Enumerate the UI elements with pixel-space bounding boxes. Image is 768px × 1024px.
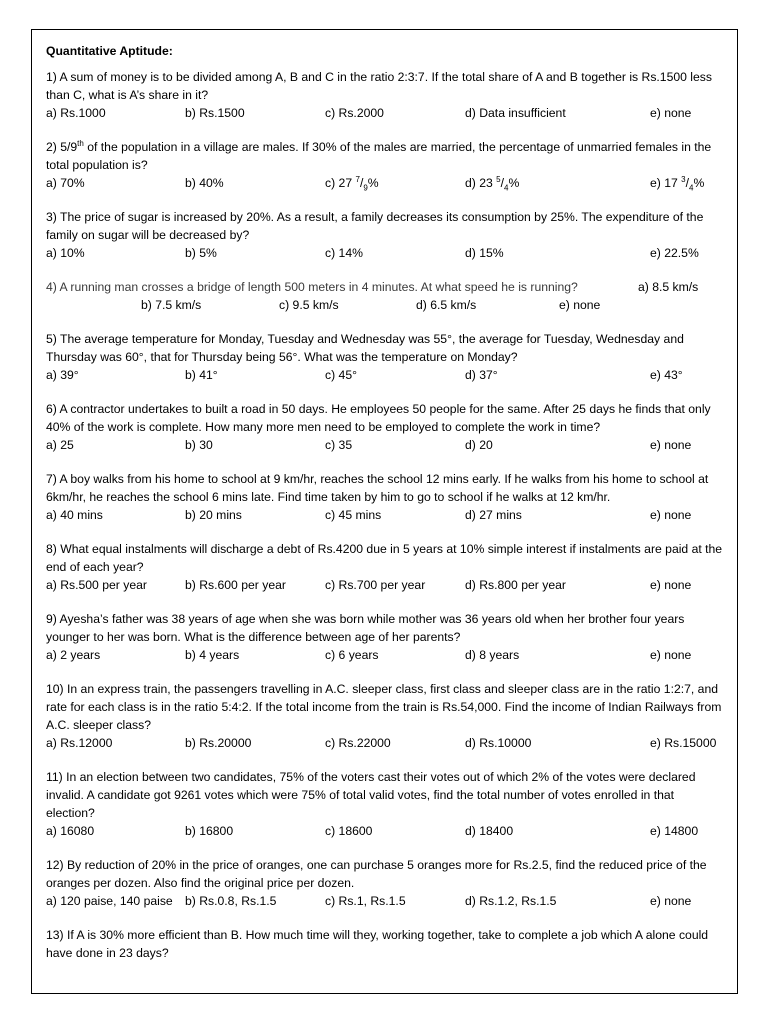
option-d: d) 23 $^5/_4\%$ [465, 175, 520, 193]
question-stem: 10) In an express train, the passengers travelling in A.C. sleeper class, first class and sleeper class are in the ratio 1:2:7, and rate for each class is in the ratio 5:4:2. If the total income from the train is Rs.54,000. Find the income of Indian Railways from A.C. sleeper class? [46, 682, 722, 732]
question-stem: 12) By reduction of 20% in the price of oranges, one can purchase 5 oranges more for Rs.2.5, find the reduced price of the oranges per dozen. Also find the original price per dozen. [46, 858, 707, 890]
question-3 [46, 208, 726, 262]
option-e: e) Rs.15000 [650, 736, 717, 750]
question-13 [46, 926, 726, 962]
option-b: b) Rs.0.8, Rs.1.5 [185, 894, 277, 908]
question-stem: 1) A sum of money is to be divided among A, B and C in the ratio 2:3:7. If the total share of A and B together is Rs.1500 less than C, what is A’s share in it? [46, 70, 712, 102]
option-c: c) 45 mins [325, 508, 382, 522]
option-d: d) 20 [465, 438, 493, 452]
question-stem: 11) In an election between two candidates, 75% of the voters cast their votes out of which 2% of the votes were declared invalid. A candidate got 9261 votes which were 75% of total valid votes, find the total number of votes enrolled in that election? [46, 770, 696, 820]
option-b: b) 5% [185, 246, 217, 260]
option-a: a) 16080 [46, 824, 95, 838]
question-stem: 9) Ayesha’s father was 38 years of age when she was born while mother was 36 years old when her brother four years younger to her was born. What is the difference between age of her parents? [46, 612, 685, 644]
question-10 [46, 680, 726, 752]
option-a: a) 2 years [46, 648, 101, 662]
option-b: b) Rs.600 per year [185, 578, 286, 592]
option-b: b) 30 [185, 438, 213, 452]
option-b: b) Rs.20000 [185, 736, 252, 750]
option-a: a) Rs.12000 [46, 736, 113, 750]
options-row [46, 366, 726, 384]
option-d: d) 27 mins [465, 508, 522, 522]
option-d: d) 18400 [465, 824, 514, 838]
question-stem [46, 138, 726, 174]
options-row [46, 436, 726, 454]
option-e: e) 17 $^3/_4\%$ [650, 175, 705, 193]
options-row [46, 892, 726, 910]
question-4-line [46, 278, 726, 296]
question-stem: 6) A contractor undertakes to built a road in 50 days. He employees 50 people for the same. After 25 days he finds that only 40% of the work is complete. How many more men need to be employed to complete the work in time? [46, 402, 711, 434]
option-c: c) Rs.22000 [325, 736, 391, 750]
option-c: c) Rs.700 per year [325, 578, 426, 592]
option-e: e) none [559, 298, 601, 312]
options-row [46, 296, 726, 314]
question-2 [46, 138, 726, 192]
option-e: e) 43° [650, 368, 683, 382]
option-a: a) Rs.1000 [46, 106, 106, 120]
option-b: b) 40% [185, 176, 224, 190]
option-d: d) Data insufficient [465, 106, 566, 120]
option-e: e) 22.5% [650, 246, 699, 260]
option-e: e) none [650, 438, 692, 452]
options-row [46, 506, 726, 524]
options-row [46, 822, 726, 840]
option-c: c) 14% [325, 246, 363, 260]
worksheet [46, 42, 726, 978]
option-a: a) 39° [46, 368, 79, 382]
options-row [46, 734, 726, 752]
option-d: d) 37° [465, 368, 498, 382]
option-c: c) Rs.1, Rs.1.5 [325, 894, 406, 908]
option-d: d) Rs.800 per year [465, 578, 566, 592]
question-stem: 8) What equal instalments will discharge a debt of Rs.4200 due in 5 years at 10% simple interest if instalments are paid at the end of each year? [46, 542, 723, 574]
question-stem: 7) A boy walks from his home to school at 9 km/hr, reaches the school 12 mins early. If he walks from his home to school at 6km/hr, he reaches the school 6 mins late. Find time taken by him to go to school if he walks at 12 km/hr. [46, 472, 709, 504]
question-stem: 5) The average temperature for Monday, Tuesday and Wednesday was 55°, the average for Tuesday, Wednesday and Thursday was 60°, that for Thursday being 56°. What was the temperature on Monday? [46, 332, 684, 364]
option-c: c) 45° [325, 368, 357, 382]
question-12 [46, 856, 726, 910]
option-e: e) none [650, 106, 692, 120]
question-7 [46, 470, 726, 524]
question-stem-text: 2) 5/9th of the population in a village are males. If 30% of the males are married, the percentage of unmarried females in the total population is? [46, 139, 712, 172]
option-d: d) Rs.10000 [465, 736, 532, 750]
option-a: a) 120 paise, 140 paise [46, 894, 173, 908]
question-stem: 4) A running man crosses a bridge of length 500 meters in 4 minutes. At what speed he is running? [46, 280, 578, 294]
option-e: e) none [650, 648, 692, 662]
question-9 [46, 610, 726, 664]
option-e: e) 14800 [650, 824, 699, 838]
option-c: c) 35 [325, 438, 353, 452]
option-b: b) 41° [185, 368, 218, 382]
option-b: b) 16800 [185, 824, 234, 838]
option-b: b) 7.5 km/s [141, 298, 202, 312]
option-e: e) none [650, 508, 692, 522]
question-6 [46, 400, 726, 454]
question-8 [46, 540, 726, 594]
option-a: a) 70% [46, 176, 85, 190]
option-a: a) 40 mins [46, 508, 103, 522]
question-stem: 3) The price of sugar is increased by 20%. As a result, a family decreases its consumption by 25%. The expenditure of the family on sugar will be decreased by? [46, 210, 704, 242]
option-c: c) 18600 [325, 824, 373, 838]
option-c: c) 27 $^7/_9\%$ [325, 175, 379, 193]
option-e: e) none [650, 894, 692, 908]
option-d: d) 15% [465, 246, 504, 260]
question-1 [46, 68, 726, 122]
option-b: b) 4 years [185, 648, 240, 662]
option-c: c) Rs.2000 [325, 106, 384, 120]
option-a: a) 8.5 km/s [638, 280, 699, 294]
options-row [46, 174, 726, 192]
option-d: d) 8 years [465, 648, 520, 662]
option-d: d) Rs.1.2, Rs.1.5 [465, 894, 557, 908]
option-e: e) none [650, 578, 692, 592]
worksheet-title: Quantitative Aptitude: [46, 44, 173, 58]
option-a: a) Rs.500 per year [46, 578, 147, 592]
options-row [46, 104, 726, 122]
options-row [46, 244, 726, 262]
option-c: c) 9.5 km/s [279, 298, 339, 312]
option-b: b) 20 mins [185, 508, 242, 522]
option-c: c) 6 years [325, 648, 379, 662]
question-11 [46, 768, 726, 840]
options-row [46, 576, 726, 594]
options-row [46, 646, 726, 664]
option-b: b) Rs.1500 [185, 106, 245, 120]
question-5 [46, 330, 726, 384]
option-a: a) 10% [46, 246, 85, 260]
question-4 [46, 278, 726, 314]
option-a: a) 25 [46, 438, 74, 452]
question-stem: 13) If A is 30% more efficient than B. How much time will they, working together, take to complete a job which A alone could have done in 23 days? [46, 928, 709, 960]
option-d: d) 6.5 km/s [416, 298, 477, 312]
